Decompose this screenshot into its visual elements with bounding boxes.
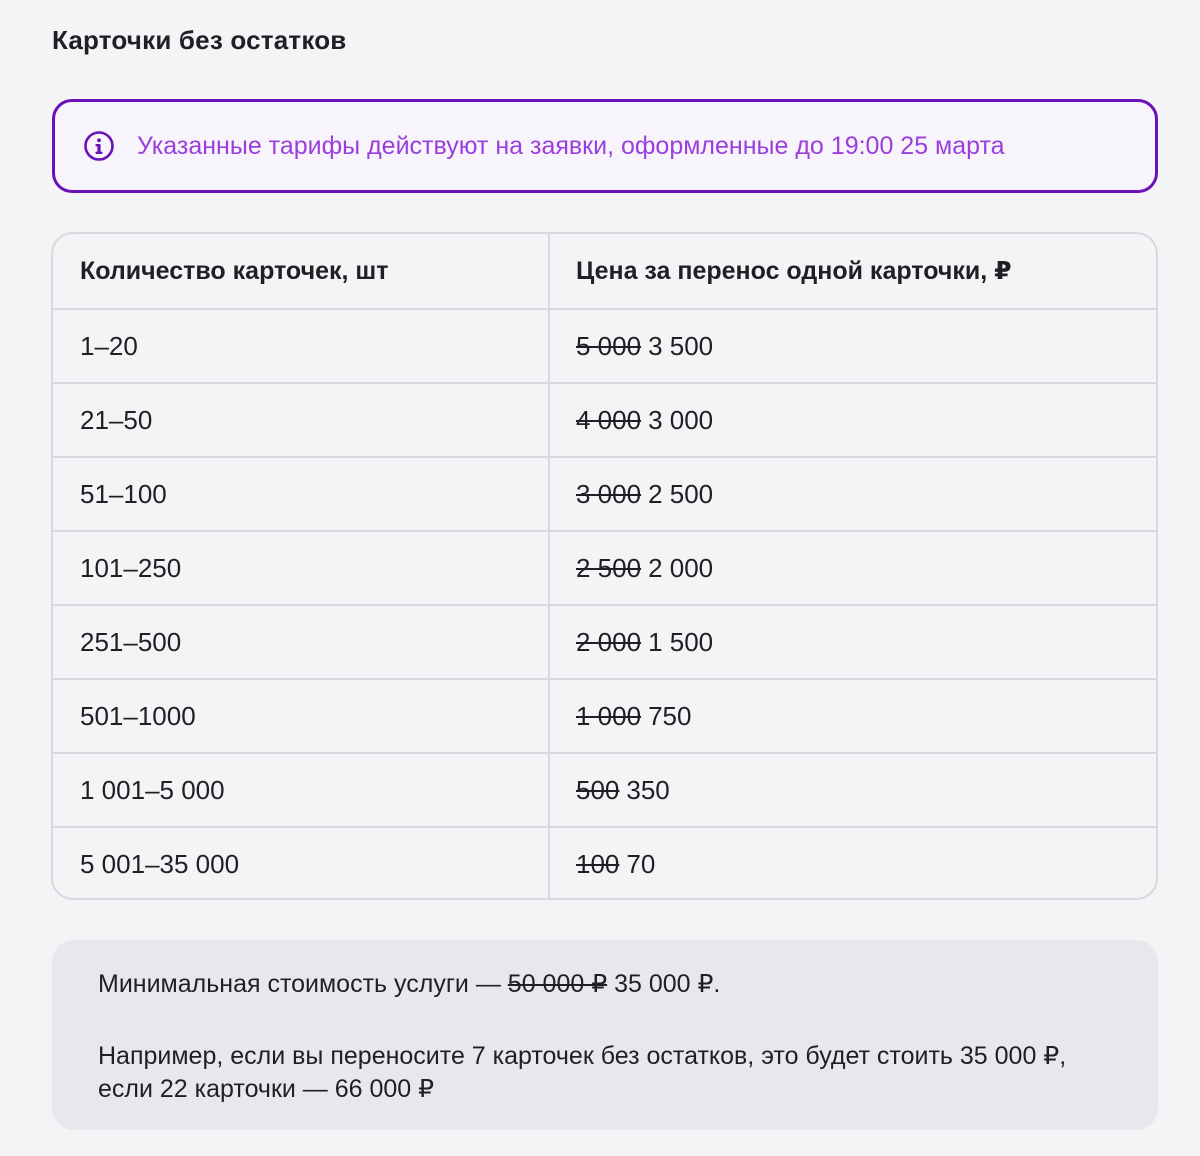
old-price: 3 000 — [576, 479, 642, 509]
info-circle-icon — [83, 130, 115, 162]
page-title: Карточки без остатков — [52, 25, 347, 55]
price-cell — [550, 384, 1156, 456]
notice-text: Указанные тарифы действуют на заявки, оформленные до 19:00 25 марта — [137, 132, 1005, 160]
table-row — [53, 308, 1156, 382]
old-price: 4 000 — [576, 405, 642, 435]
min-cost-line — [98, 968, 1112, 1001]
table-row — [53, 456, 1156, 530]
new-price: 750 — [648, 701, 692, 731]
old-price: 5 000 — [576, 331, 642, 361]
tariff-notice — [52, 99, 1158, 193]
new-price: 70 — [626, 849, 656, 879]
old-price: 2 500 — [576, 553, 642, 583]
new-price: 1 500 — [648, 627, 714, 657]
example-text: Например, если вы переносите 7 карточек без остатков, это будет стоить 35 000 ₽, если 22 карточки — 66 000 ₽ — [98, 1042, 1067, 1103]
new-price: 2 000 — [648, 553, 714, 583]
new-price: 3 000 — [648, 405, 714, 435]
table-row — [53, 604, 1156, 678]
price-cell — [550, 828, 1156, 900]
price-cell — [550, 458, 1156, 530]
table-row — [53, 678, 1156, 752]
table-body — [53, 308, 1156, 900]
table-row — [53, 530, 1156, 604]
qty-cell: 251–500 — [53, 606, 550, 678]
price-column-header: Цена за перенос одной карточки, ₽ — [576, 257, 1012, 285]
old-price: 1 000 — [576, 701, 642, 731]
price-cell — [550, 606, 1156, 678]
qty-cell: 51–100 — [53, 458, 550, 530]
qty-cell: 101–250 — [53, 532, 550, 604]
qty-column-header: Количество карточек, шт — [53, 234, 550, 308]
qty-cell: 1–20 — [53, 310, 550, 382]
summary-box — [52, 940, 1158, 1130]
price-cell — [550, 532, 1156, 604]
table-row — [53, 382, 1156, 456]
min-cost-prefix: Минимальная стоимость услуги — — [98, 970, 508, 998]
price-cell — [550, 680, 1156, 752]
qty-cell: 1 001–5 000 — [53, 754, 550, 826]
table-row — [53, 752, 1156, 826]
qty-cell: 5 001–35 000 — [53, 828, 550, 900]
old-price: 100 — [576, 849, 620, 879]
new-price: 3 500 — [648, 331, 714, 361]
min-cost-old-price: 50 000 ₽ — [507, 970, 608, 998]
price-table — [51, 232, 1158, 900]
qty-cell: 21–50 — [53, 384, 550, 456]
old-price: 500 — [576, 775, 620, 805]
price-cell — [550, 310, 1156, 382]
table-row — [53, 826, 1156, 900]
price-cell — [550, 754, 1156, 826]
qty-cell: 501–1000 — [53, 680, 550, 752]
table-header-row — [53, 234, 1156, 308]
old-price: 2 000 — [576, 627, 642, 657]
new-price: 2 500 — [648, 479, 714, 509]
min-cost-new-price: 35 000 ₽. — [607, 970, 721, 998]
new-price: 350 — [626, 775, 670, 805]
